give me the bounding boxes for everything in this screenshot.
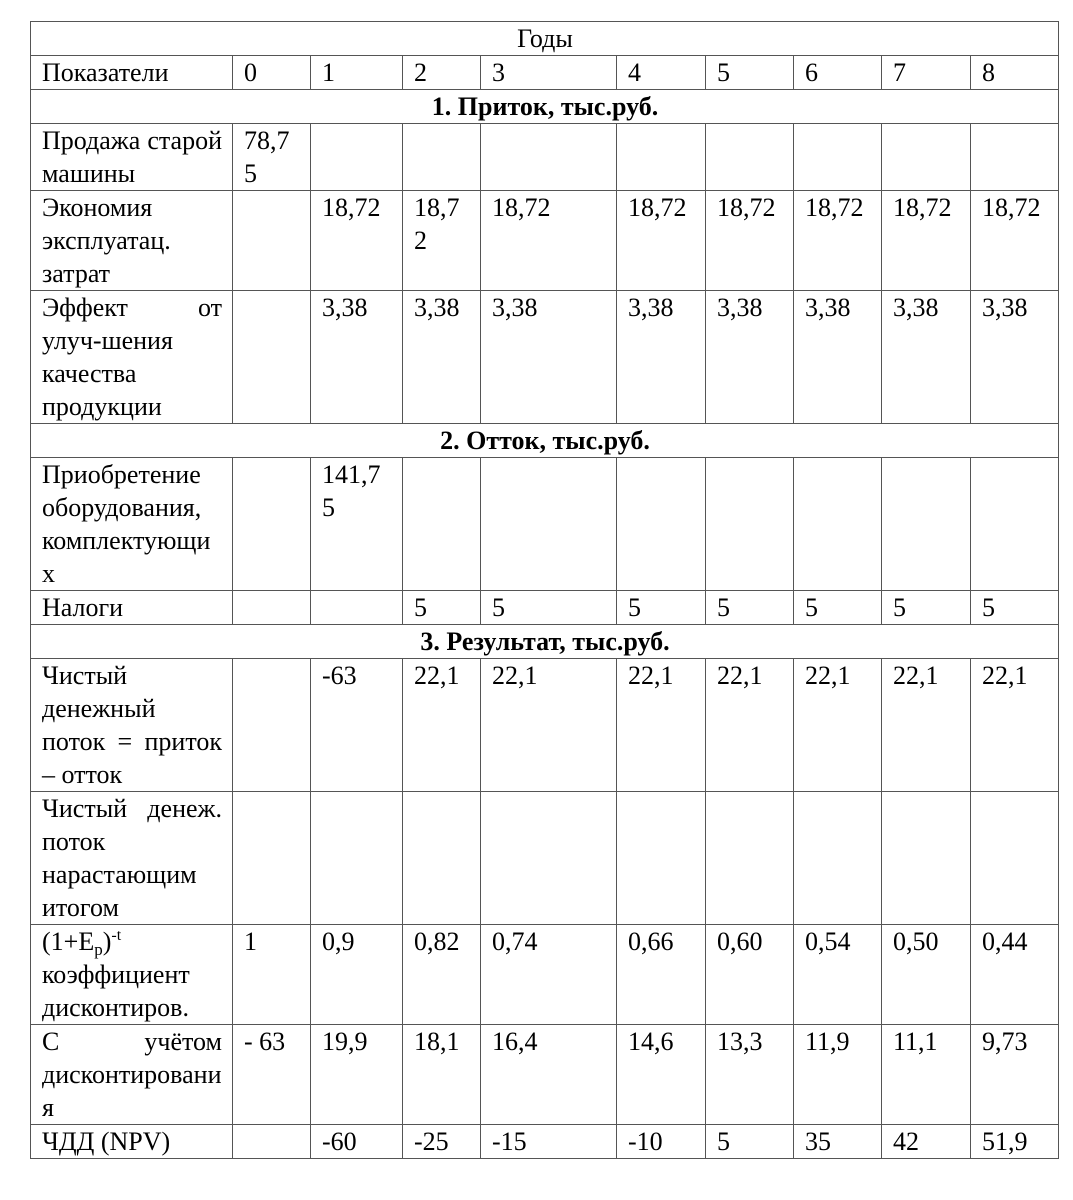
table-cell bbox=[403, 792, 481, 925]
table-cell: 3,38 bbox=[403, 291, 481, 424]
table-cell bbox=[311, 792, 403, 925]
table-cell: 0,82 bbox=[403, 925, 481, 1025]
table-cell bbox=[233, 458, 311, 591]
table-cell: 78,75 bbox=[233, 124, 311, 191]
table-cell: -60 bbox=[311, 1125, 403, 1159]
table-cell: 22,1 bbox=[617, 659, 706, 792]
table-cell bbox=[882, 458, 971, 591]
year-header: 1 bbox=[311, 56, 403, 90]
table-row bbox=[31, 1025, 1059, 1125]
table-cell: 19,9 bbox=[311, 1025, 403, 1125]
row-label: ЧДД (NPV) bbox=[31, 1125, 233, 1159]
table-cell: 42 bbox=[882, 1125, 971, 1159]
cash-flow-table bbox=[30, 21, 1059, 1159]
table-cell: 1 bbox=[233, 925, 311, 1025]
table-cell: 3,38 bbox=[311, 291, 403, 424]
table-cell: 5 bbox=[706, 591, 794, 625]
table-cell bbox=[311, 124, 403, 191]
table-cell: 0,60 bbox=[706, 925, 794, 1025]
table-cell: 0,74 bbox=[481, 925, 617, 1025]
table-cell: -25 bbox=[403, 1125, 481, 1159]
label-part-close: ) bbox=[102, 927, 112, 956]
table-cell: 18,72 bbox=[794, 191, 882, 291]
table-cell: 5 bbox=[403, 591, 481, 625]
table-row bbox=[31, 792, 1059, 925]
table-cell bbox=[706, 458, 794, 591]
table-cell: 22,1 bbox=[706, 659, 794, 792]
years-header: Годы bbox=[31, 22, 1059, 56]
table-cell: 18,72 bbox=[882, 191, 971, 291]
table-cell bbox=[617, 792, 706, 925]
table-cell: 0,44 bbox=[971, 925, 1059, 1025]
table-cell bbox=[882, 124, 971, 191]
table-cell: 11,1 bbox=[882, 1025, 971, 1125]
label-part-base: (1+E bbox=[42, 927, 95, 956]
row-label: Чистый денеж. поток нарастающим итогом bbox=[31, 792, 233, 925]
table-cell: 11,9 bbox=[794, 1025, 882, 1125]
table-cell bbox=[971, 792, 1059, 925]
table-cell bbox=[311, 591, 403, 625]
year-header: 0 bbox=[233, 56, 311, 90]
table-cell: 5 bbox=[882, 591, 971, 625]
table-cell: 16,4 bbox=[481, 1025, 617, 1125]
label-part-rest: коэффициент дисконтиров. bbox=[42, 960, 190, 1022]
table-row bbox=[31, 458, 1059, 591]
table-row bbox=[31, 591, 1059, 625]
table-cell: 35 bbox=[794, 1125, 882, 1159]
year-header: 2 bbox=[403, 56, 481, 90]
table-cell bbox=[794, 458, 882, 591]
table-cell: -10 bbox=[617, 1125, 706, 1159]
table-cell: 0,50 bbox=[882, 925, 971, 1025]
year-header: 5 bbox=[706, 56, 794, 90]
row-label: Продажа старой машины bbox=[31, 124, 233, 191]
table-cell: 18,72 bbox=[403, 191, 481, 291]
row-label: Чистый денежный поток = приток – отток bbox=[31, 659, 233, 792]
table-cell: 5 bbox=[971, 591, 1059, 625]
table-row bbox=[31, 1125, 1059, 1159]
year-header: 7 bbox=[882, 56, 971, 90]
table-cell bbox=[706, 792, 794, 925]
table-row bbox=[31, 659, 1059, 792]
table-cell: 5 bbox=[617, 591, 706, 625]
table-cell bbox=[794, 124, 882, 191]
table-cell bbox=[233, 659, 311, 792]
table-cell bbox=[403, 458, 481, 591]
table-cell: 141,75 bbox=[311, 458, 403, 591]
table-cell bbox=[233, 591, 311, 625]
year-header: 6 bbox=[794, 56, 882, 90]
table-body bbox=[31, 22, 1059, 1159]
section-title: 3. Результат, тыс.руб. bbox=[31, 625, 1059, 659]
table-cell bbox=[481, 458, 617, 591]
table-cell: 3,38 bbox=[794, 291, 882, 424]
column-header-row bbox=[31, 56, 1059, 90]
table-cell bbox=[233, 291, 311, 424]
table-cell bbox=[706, 124, 794, 191]
table-cell: 51,9 bbox=[971, 1125, 1059, 1159]
row-label: Приобретение оборудования, комплектующих bbox=[31, 458, 233, 591]
table-cell: 3,38 bbox=[617, 291, 706, 424]
table-cell: 18,72 bbox=[311, 191, 403, 291]
year-header: 8 bbox=[971, 56, 1059, 90]
table-cell bbox=[617, 124, 706, 191]
table-cell bbox=[233, 792, 311, 925]
table-cell: 14,6 bbox=[617, 1025, 706, 1125]
table-cell: 5 bbox=[481, 591, 617, 625]
table-cell: 3,38 bbox=[882, 291, 971, 424]
table-cell bbox=[617, 458, 706, 591]
table-row bbox=[31, 191, 1059, 291]
year-header: 4 bbox=[617, 56, 706, 90]
table-cell bbox=[971, 124, 1059, 191]
table-cell: 22,1 bbox=[971, 659, 1059, 792]
table-cell bbox=[233, 1125, 311, 1159]
table-cell: 5 bbox=[794, 591, 882, 625]
indicators-header: Показатели bbox=[31, 56, 233, 90]
table-row bbox=[31, 124, 1059, 191]
table-cell: 3,38 bbox=[481, 291, 617, 424]
section-header-row bbox=[31, 90, 1059, 124]
table-cell: 5 bbox=[706, 1125, 794, 1159]
years-header-row bbox=[31, 22, 1059, 56]
table-cell: 3,38 bbox=[971, 291, 1059, 424]
row-label bbox=[31, 925, 233, 1025]
table-cell: 22,1 bbox=[882, 659, 971, 792]
section-header-row bbox=[31, 424, 1059, 458]
table-row bbox=[31, 925, 1059, 1025]
table-cell: 18,72 bbox=[617, 191, 706, 291]
table-cell: -63 bbox=[311, 659, 403, 792]
table-cell: 18,1 bbox=[403, 1025, 481, 1125]
table-cell: 0,66 bbox=[617, 925, 706, 1025]
table-cell: - 63 bbox=[233, 1025, 311, 1125]
label-part-sub: p bbox=[94, 940, 103, 959]
table-cell: -15 bbox=[481, 1125, 617, 1159]
table-cell: 3,38 bbox=[706, 291, 794, 424]
table-cell: 13,3 bbox=[706, 1025, 794, 1125]
row-label: Экономия эксплуатац. затрат bbox=[31, 191, 233, 291]
table-cell: 9,73 bbox=[971, 1025, 1059, 1125]
table-cell bbox=[233, 191, 311, 291]
year-header: 3 bbox=[481, 56, 617, 90]
table-cell: 18,72 bbox=[481, 191, 617, 291]
label-part-sup: -t bbox=[111, 927, 122, 944]
table-cell bbox=[481, 124, 617, 191]
section-header-row bbox=[31, 625, 1059, 659]
table-cell bbox=[403, 124, 481, 191]
table-row bbox=[31, 291, 1059, 424]
table-cell: 22,1 bbox=[403, 659, 481, 792]
section-title: 2. Отток, тыс.руб. bbox=[31, 424, 1059, 458]
table-cell: 18,72 bbox=[706, 191, 794, 291]
table-cell: 22,1 bbox=[794, 659, 882, 792]
table-cell bbox=[481, 792, 617, 925]
table-cell bbox=[882, 792, 971, 925]
table-cell bbox=[794, 792, 882, 925]
row-label: Налоги bbox=[31, 591, 233, 625]
table-cell: 22,1 bbox=[481, 659, 617, 792]
table-cell: 18,72 bbox=[971, 191, 1059, 291]
row-label: Эффект от улуч-шения качества продукции bbox=[31, 291, 233, 424]
table-cell bbox=[971, 458, 1059, 591]
section-title: 1. Приток, тыс.руб. bbox=[31, 90, 1059, 124]
table-cell: 0,54 bbox=[794, 925, 882, 1025]
row-label: С учётом дисконтирования bbox=[31, 1025, 233, 1125]
table-cell: 0,9 bbox=[311, 925, 403, 1025]
